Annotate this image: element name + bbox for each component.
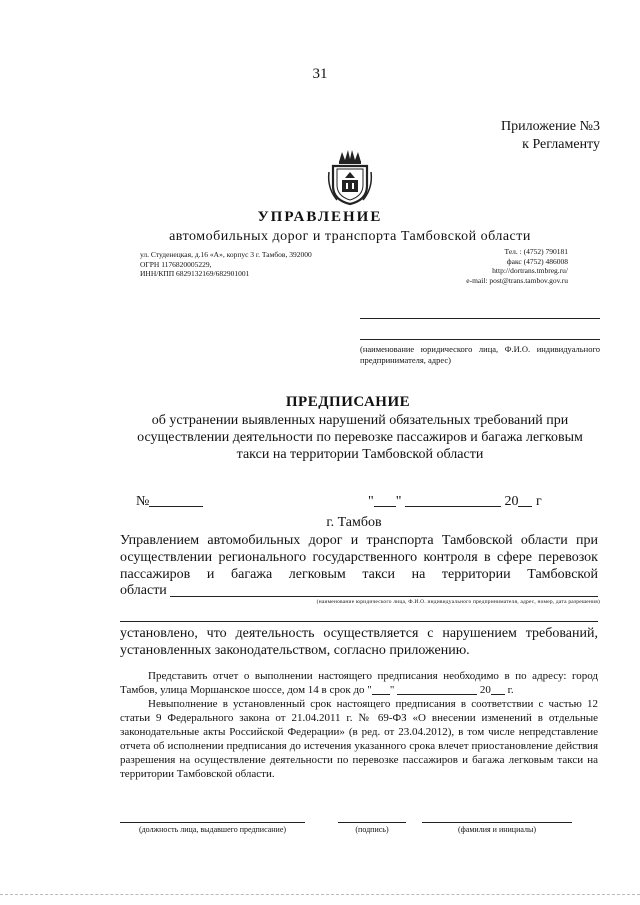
coat-of-arms-emblem: [327, 148, 373, 206]
page-number: 31: [312, 66, 328, 82]
paragraph-report-deadline: [120, 669, 598, 697]
organization-details-left: [140, 250, 312, 279]
deadline-day-blank: [372, 694, 390, 695]
appendix-reference: [501, 118, 600, 154]
appendix-line-1: Приложение №3: [501, 119, 600, 134]
organization-phone: Тел. : (4752) 790181: [504, 247, 568, 256]
inspected-entity-line: [170, 596, 598, 597]
organization-fax: факс (4752) 486008: [506, 256, 568, 266]
document-subtitle: об устранении выявленных нарушений обязательных требований при осуществлении деятельности по перевозке пассажиров и багажа легковым такси на территории Тамбовской области: [137, 413, 583, 462]
deadline-suffix: г.: [507, 684, 514, 696]
deadline-month-blank: [397, 694, 477, 695]
recipient-line-2: [360, 339, 600, 340]
paragraph-inspection-tail: области: [120, 583, 167, 598]
scan-edge-artifact: [0, 894, 640, 895]
deadline-text: Представить отчет о выполнении настоящего предписания необходимо в по адресу: город Тамбов, улица Моршанское шоссе, дом 14 в срок до ": [120, 670, 598, 696]
paragraph-inspection: Управлением автомобильных дорог и транспорта Тамбовской области при осуществлении регионального государственного контроля в сфере перевозок пассажиров и багажа легковым такси на территории Тамбовской: [120, 533, 598, 582]
paragraph-findings: установлено, что деятельность осуществляется с нарушением требований, установленных законодательством, согласно приложению.: [120, 626, 598, 658]
deadline-quote-close: ": [389, 684, 395, 696]
organization-website: http://dortrans.tmbreg.ru/: [492, 266, 568, 275]
organization-title: УПРАВЛЕНИЕ: [257, 209, 383, 225]
date-day-blank: [374, 506, 396, 507]
signature-sign-label: (подпись): [355, 825, 389, 834]
signature-line: [338, 822, 406, 823]
signature-position-label: (должность лица, выдавшего предписание): [138, 825, 287, 834]
organization-ogrn: ОГРН 1176820005229,: [140, 259, 212, 269]
signature-name-label: (фамилия и инициалы): [457, 825, 537, 834]
appendix-line-2: к Регламенту: [522, 137, 600, 152]
organization-email: e-mail: post@trans.tambov.gov.ru: [466, 275, 568, 285]
deadline-year: 20: [479, 684, 491, 696]
inspected-entity-line-2: [120, 621, 598, 622]
organization-address: ул. Студенецкая, д.16 «А», корпус 3 г. Тамбов, 392000: [140, 250, 312, 259]
document-number-field: [136, 494, 203, 510]
recipient-note: (наименование юридического лица, Ф.И.О. индивидуального предпринимателя, адрес): [360, 344, 600, 365]
date-quote-open: ": [368, 494, 374, 509]
date-month-blank: [405, 506, 501, 507]
number-blank: [149, 506, 203, 507]
document-title: ПРЕДПИСАНИЕ: [285, 394, 411, 410]
date-year-blank: [518, 506, 532, 507]
signature-name-line: [422, 822, 572, 823]
date-year: 20: [504, 494, 519, 509]
inspected-entity-hint: (наименование юридического лица, Ф.И.О. индивидуального предпринимателя, адрес, номер, дата разрешения): [316, 599, 600, 605]
paragraph-consequences: Невыполнение в установленный срок настоящего предписания в соответствии с частью 12 статьи 9 Федерального закона от 21.04.2011 г. № 69-ФЗ «О внесении изменений в отдельные законодательные акты Российской Федерации» (в ред. от 23.04.2012), в том числе непредставление отчета об исполнении предписания до истечения указанного срока влечет приостановление действия разрешения на осуществление деятельности по перевозке пассажиров и багажа легковым такси на территории Тамбовской области.: [120, 698, 598, 780]
number-label: №: [136, 494, 150, 509]
organization-subtitle: автомобильных дорог и транспорта Тамбовской области: [169, 229, 531, 244]
organization-inn: ИНН/КПП 6829132169/682901001: [140, 269, 250, 278]
recipient-line-1: [360, 318, 600, 319]
city: г. Тамбов: [326, 515, 382, 530]
document-date-field: [368, 494, 542, 510]
date-suffix: г: [535, 494, 542, 509]
date-quote-close: ": [395, 494, 402, 509]
organization-contacts: [466, 247, 568, 285]
deadline-year-blank: [491, 694, 505, 695]
signature-position-line: [120, 822, 305, 823]
